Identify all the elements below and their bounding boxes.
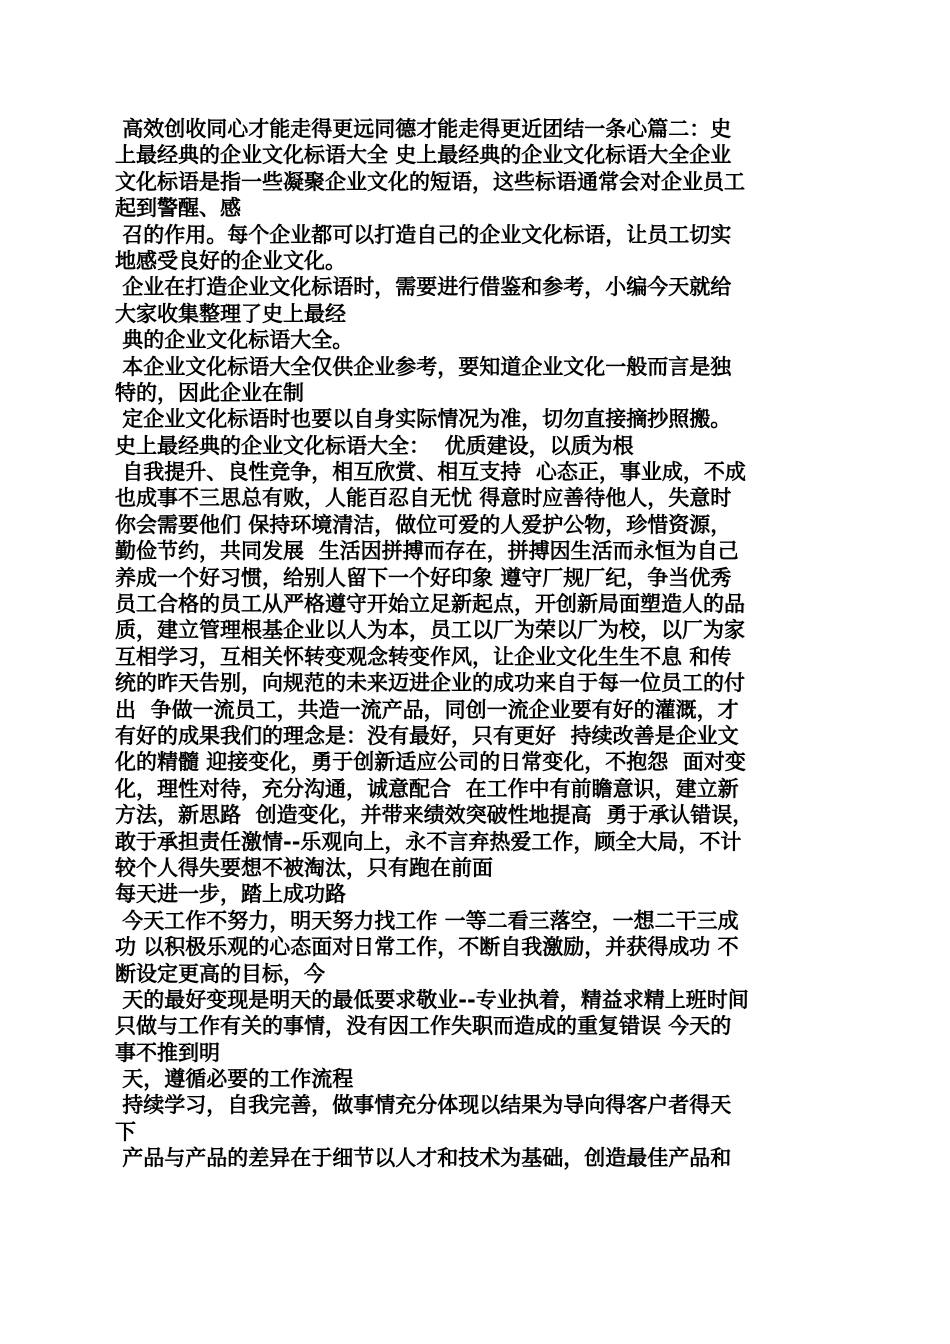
text-line: 特的，因此企业在制 [115, 380, 304, 405]
text-line: 天，遵循必要的工作流程 [115, 1067, 354, 1092]
text-line: 化，理性对待，充分沟通，诚意配合 在工作中有前瞻意识，建立新 [115, 776, 739, 801]
text-line: 断设定更高的目标，今 [115, 961, 325, 986]
text-line: 也成事不三思总有败，人能百忍自无忧 得意时应善待他人，失意时 [115, 486, 732, 511]
text-line: 自我提升、良性竞争，相互欣赏、相互支持 心态正，事业成，不成 [115, 460, 746, 485]
text-line: 高效创收同心才能走得更远同德才能走得更近团结一条心篇二：史 [115, 117, 732, 141]
text-line: 企业在打造企业文化标语时，需要进行借鉴和参考，小编今天就给 [115, 275, 732, 300]
text-line: 天的最好变现是明天的最低要求敬业--专业执着，精益求精上班时间 [115, 987, 749, 1012]
text-line: 起到警醒、感 [115, 196, 241, 221]
text-line: 地感受良好的企业文化。 [115, 248, 346, 273]
text-line: 产品与产品的差异在于细节以人才和技术为基础，创造最佳产品和 [115, 1146, 732, 1171]
text-line: 养成一个好习惯，给别人留下一个好印象 遵守厂规厂纪，争当优秀 [115, 565, 732, 590]
text-line: 文化标语是指一些凝聚企业文化的短语，这些标语通常会对企业员工 [115, 169, 745, 194]
text-line: 较个人得失要想不被淘汰，只有跑在前面 [115, 855, 493, 880]
text-line: 勤俭节约，共同发展 生活因拼搏而存在，拼搏因生活而永恒为自己 [115, 539, 739, 564]
text-line: 有好的成果我们的理念是：没有最好，只有更好 持续改善是企业文 [115, 723, 739, 748]
text-line: 统的昨天告别，向规范的未来迈进企业的成功来自于每一位员工的付 [115, 671, 745, 696]
text-line: 化的精髓 迎接变化，勇于创新适应公司的日常变化，不抱怨 面对变 [115, 750, 746, 775]
text-line: 定企业文化标语时也要以自身实际情况为准，切勿直接摘抄照搬。 [115, 407, 732, 432]
text-line: 大家收集整理了史上最经 [115, 301, 346, 326]
text-line: 你会需要他们 保持环境清洁，做位可爱的人爱护公物，珍惜资源， [115, 512, 732, 537]
text-line: 史上最经典的企业文化标语大全： 优质建设，以质为根 [115, 433, 634, 458]
text-line: 上最经典的企业文化标语大全 史上最经典的企业文化标语大全企业 [115, 143, 732, 168]
text-line: 今天工作不努力，明天努力找工作 一等二看三落空，一想二干三成 [115, 908, 739, 933]
text-line: 本企业文化标语大全仅供企业参考，要知道企业文化一般而言是独 [115, 354, 732, 379]
text-line: 敢于承担责任激情--乐观向上，永不言弃热爱工作，顾全大局，不计 [115, 829, 742, 854]
text-line: 召的作用。每个企业都可以打造自己的企业文化标语，让员工切实 [115, 222, 732, 247]
text-line: 功 以积极乐观的心态面对日常工作，不断自我激励，并获得成功 不 [115, 935, 739, 960]
text-line: 质，建立管理根基企业以人为本，员工以厂为荣以厂为校，以厂为家 [115, 618, 745, 643]
text-line: 每天进一步，踏上成功路 [115, 882, 346, 907]
text-line: 方法，新思路 创造变化，并带来绩效突破性地提高 勇于承认错误， [115, 803, 754, 828]
text-line: 只做与工作有关的事情，没有因工作失职而造成的重复错误 今天的 [115, 1014, 732, 1039]
text-line: 典的企业文化标语大全。 [115, 328, 354, 353]
text-line: 互相学习，互相关怀转变观念转变作风，让企业文化生生不息 和传 [115, 644, 732, 669]
document-body [115, 116, 835, 1172]
text-line: 员工合格的员工从严格遵守开始立足新起点，开创新局面塑造人的品 [115, 592, 745, 617]
text-line: 事不推到明 [115, 1040, 220, 1065]
text-line: 持续学习，自我完善，做事情充分体现以结果为导向得客户者得天 [115, 1093, 732, 1118]
text-line: 出 争做一流员工，共造一流产品，同创一流企业要有好的灌溉，才 [115, 697, 739, 722]
text-line: 下 [115, 1119, 136, 1144]
